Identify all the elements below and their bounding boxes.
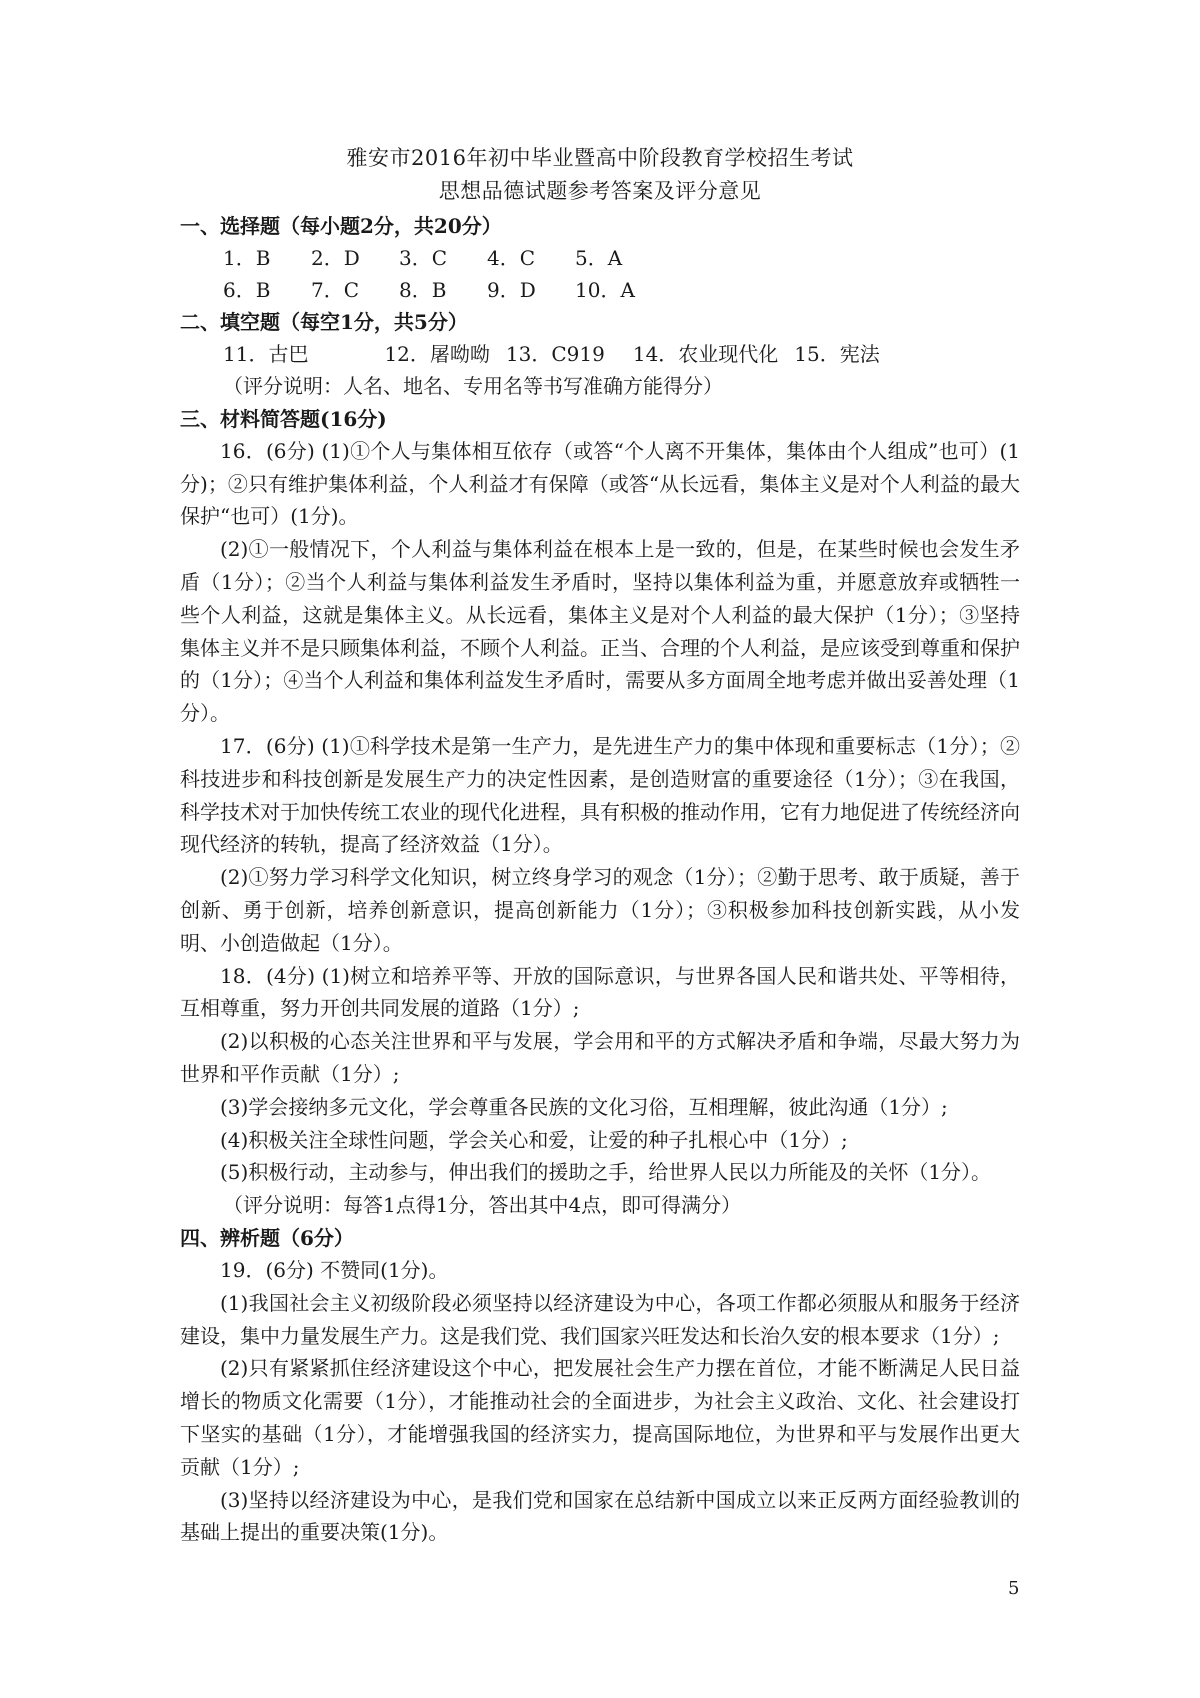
q18-part2: (2)以积极的心态关注世界和平与发展，学会用和平的方式解决矛盾和争端，尽最大努力为世界和平作贡献（1分）;: [180, 1029, 1020, 1086]
choice-answer: 3．C: [399, 246, 448, 270]
choice-answer: 7．C: [311, 278, 360, 302]
q17-part2: (2)①努力学习科学文化知识，树立终身学习的观念（1分）；②勤于思考、敢于质疑，善于创新、勇于创新，培养创新意识，提高创新能力（1分）；③积极参加科技创新实践，从小发明、小创造做起（1分）。: [180, 865, 1020, 955]
q17-part1: 17．(6分) (1)①科学技术是第一生产力，是先进生产力的集中体现和重要标志（1分）；②科技进步和科技创新是发展生产力的决定性因素，是创造财富的重要途径（1分）；③在我国，科学技术对于加快传统工农业的现代化进程，具有积极的推动作用，它有力地促进了传统经济向现代经济的转轨，提高了经济效益（1分）。: [180, 733, 1020, 857]
q19-verdict: 19．(6分) 不赞同(1分)。: [220, 1257, 449, 1282]
choice-answer: 1．B: [223, 246, 271, 270]
q18-part5: (5)积极行动，主动参与，伸出我们的援助之手，给世界人民以力所能及的关怀（1分）。: [220, 1160, 992, 1185]
page-number: 5: [1008, 1578, 1020, 1599]
choice-answer: 5．A: [575, 246, 623, 270]
fill-answer: 15．宪法: [794, 342, 880, 366]
section-heading-analysis: 四、辨析题（6分）: [180, 1225, 354, 1250]
answer-content: [180, 210, 1020, 1549]
choice-row-2: [180, 274, 1020, 306]
q16-part1: 16．(6分) (1)①个人与集体相互依存（或答“个人离不开集体，集体由个人组成”也可）(1分)；②只有维护集体利益，个人利益才有保障（或答“从长远看，集体主义是对个人利益的最大保护“也可）(1分)。: [180, 438, 1020, 529]
q16-part2: (2)①一般情况下，个人利益与集体利益在根本上是一致的，但是，在某些时候也会发生矛盾（1分）；②当个人利益与集体利益发生矛盾时，坚持以集体利益为重，并愿意放弃或牺牲一些个人利益，这就是集体主义。从长远看，集体主义是对个人利益的最大保护（1分）；③坚持集体主义并不是只顾集体利益，不顾个人利益。正当、合理的个人利益，是应该受到尊重和保护的（1分）；④当个人利益和集体利益发生矛盾时，需要从多方面周全地考虑并做出妥善处理（1分）。: [180, 537, 1020, 726]
fill-answer: 12．屠呦呦: [384, 342, 490, 366]
document-subtitle: 思想品德试题参考答案及评分意见: [438, 179, 762, 203]
q18-scoring-note: （评分说明：每答1点得1分，答出其中4点，即可得满分）: [223, 1193, 742, 1218]
section-heading-short-answer: 三、材料简答题(16分): [180, 406, 387, 431]
fill-scoring-note: （评分说明：人名、地名、专用名等书写准确方能得分）: [223, 374, 723, 398]
title-block: [0, 142, 1200, 208]
choice-answer: 4．C: [487, 246, 536, 270]
q18-part3: (3)学会接纳多元文化，学会尊重各民族的文化习俗，互相理解，彼此沟通（1分）;: [220, 1094, 948, 1119]
choice-answer: 9．D: [487, 278, 536, 302]
fill-answer: 14．农业现代化: [632, 342, 779, 366]
q18-part4: (4)积极关注全球性问题，学会关心和爱，让爱的种子扎根心中（1分）;: [220, 1127, 848, 1152]
fill-answer: 11．古巴: [223, 342, 309, 366]
q19-part1: (1)我国社会主义初级阶段必须坚持以经济建设为中心，各项工作都必须服从和服务于经济建设，集中力量发展生产力。这是我们党、我们国家兴旺发达和长治久安的根本要求（1分）;: [180, 1290, 1020, 1348]
q19-part2: (2)只有紧紧抓住经济建设这个中心，把发展社会生产力摆在首位，才能不断满足人民日益增长的物质文化需要（1分），才能推动社会的全面进步，为社会主义政治、文化、社会建设打下坚实的基础（1分），才能增强我国的经济实力，提高国际地位，为世界和平与发展作出更大贡献（1分）;: [180, 1356, 1020, 1479]
fill-answers-row: [180, 338, 1020, 370]
document-title: 雅安市2016年初中毕业暨高中阶段教育学校招生考试: [346, 146, 854, 170]
choice-answer: 2．D: [311, 246, 360, 270]
fill-answer: 13．C919: [505, 342, 605, 366]
section-heading-fill: 二、填空题（每空1分，共5分）: [180, 310, 468, 334]
q18-part1: 18．(4分) (1)树立和培养平等、开放的国际意识，与世界各国人民和谐共处、平等相待，互相尊重，努力开创共同发展的道路（1分）;: [180, 963, 1020, 1021]
choice-row-1: [180, 242, 1020, 274]
choice-answer: 6．B: [223, 278, 271, 302]
section-heading-choice: 一、选择题（每小题2分，共20分）: [180, 214, 502, 238]
choice-answer: 8．B: [399, 278, 447, 302]
choice-answer: 10．A: [575, 278, 635, 302]
q19-part3: (3)坚持以经济建设为中心，是我们党和国家在总结新中国成立以来正反两方面经验教训的基础上提出的重要决策(1分)。: [180, 1487, 1020, 1545]
